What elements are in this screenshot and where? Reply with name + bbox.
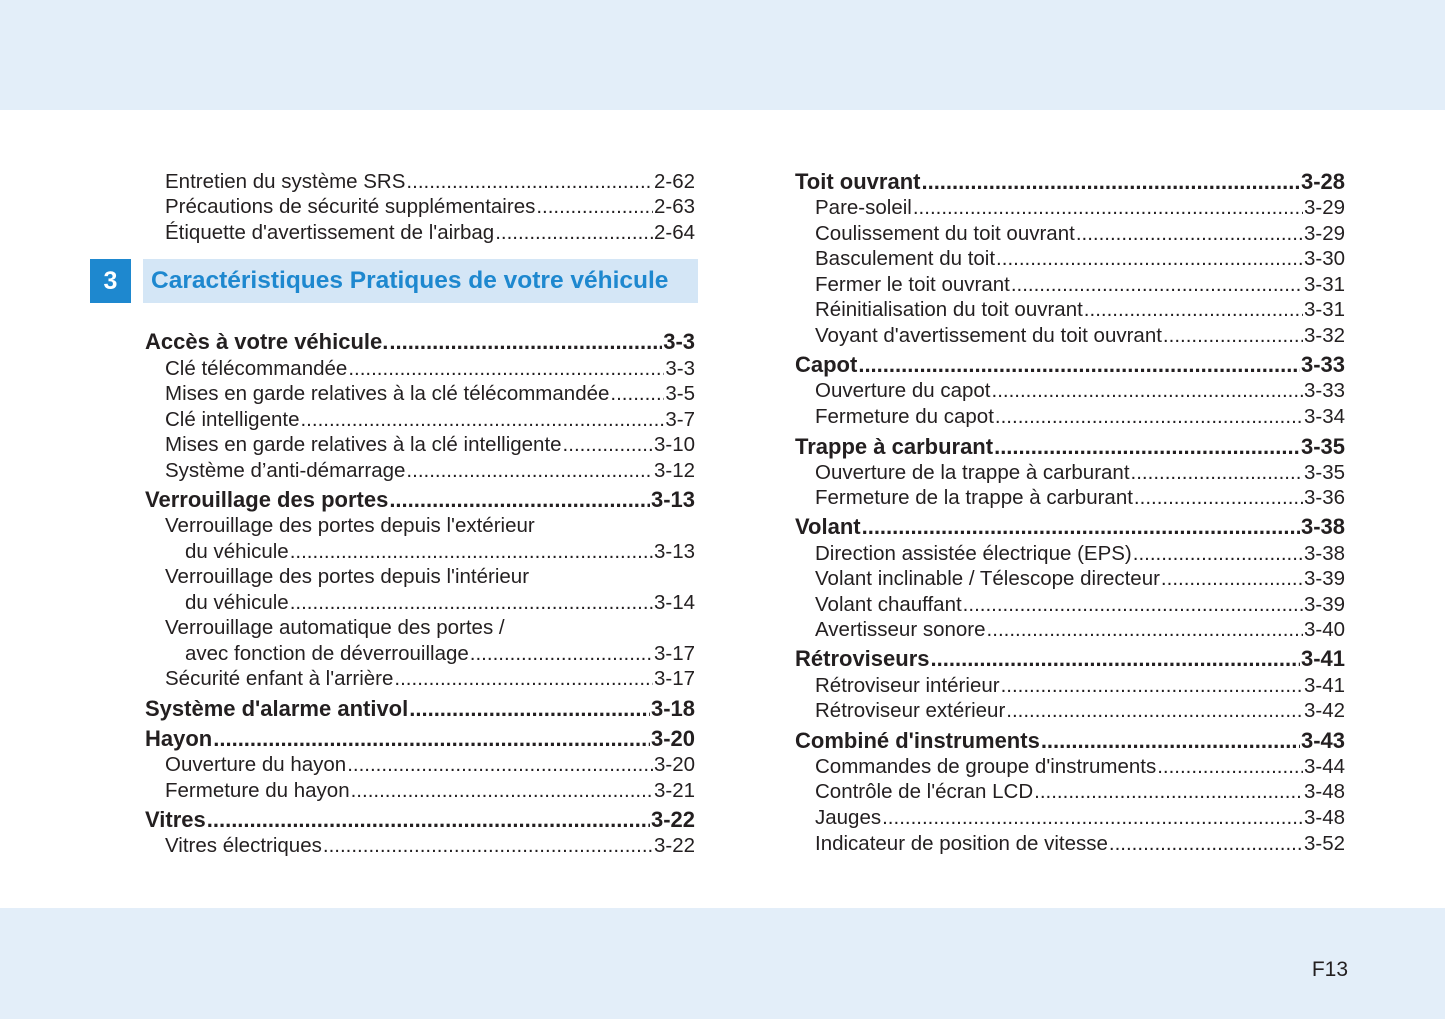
- toc-section[interactable]: Hayon ..... 3-20: [145, 725, 695, 751]
- toc-entry[interactable]: Fermeture du hayon ..... 3-21: [165, 777, 695, 803]
- toc-entry[interactable]: Rétroviseur intérieur ..... 3-41: [815, 672, 1345, 698]
- toc-entry[interactable]: Ouverture de la trappe à carburant ..... 3-35: [815, 459, 1345, 485]
- toc-section[interactable]: Toit ouvrant ..... 3-28: [795, 168, 1345, 194]
- toc-entry[interactable]: Volant inclinable / Télescope directeur ..... 3-39: [815, 565, 1345, 591]
- toc-entry[interactable]: Indicateur de position de vitesse ..... 3-52: [815, 830, 1345, 856]
- toc-entry[interactable]: Ouverture du hayon ..... 3-20: [165, 751, 695, 777]
- toc-section[interactable]: Combiné d'instruments ..... 3-43: [795, 727, 1345, 753]
- footer-band: [0, 908, 1445, 1019]
- toc-section[interactable]: Capot ..... 3-33: [795, 351, 1345, 377]
- toc-section[interactable]: Rétroviseurs ..... 3-41: [795, 645, 1345, 671]
- toc-section[interactable]: Vitres ..... 3-22: [145, 806, 695, 832]
- toc-entry[interactable]: Verrouillage automatique des portes /: [165, 616, 505, 639]
- toc-section[interactable]: Verrouillage des portes ..... 3-13: [145, 486, 695, 512]
- toc-entry[interactable]: Clé télécommandée ..... 3-3: [165, 355, 695, 381]
- toc-entry[interactable]: Clé intelligente ..... 3-7: [165, 406, 695, 432]
- toc-entry[interactable]: du véhicule ..... 3-14: [185, 589, 695, 615]
- toc-section[interactable]: Volant ..... 3-38: [795, 513, 1345, 539]
- toc-entry[interactable]: Mises en garde relatives à la clé intelligente ..... 3-10: [165, 431, 695, 457]
- toc-entry[interactable]: Coulissement du toit ouvrant ..... 3-29: [815, 220, 1345, 246]
- toc-entry[interactable]: Avertisseur sonore ..... 3-40: [815, 616, 1345, 642]
- toc-entry[interactable]: Mises en garde relatives à la clé télécommandée ..... 3-5: [165, 380, 695, 406]
- toc-entry[interactable]: Système d’anti-démarrage ..... 3-12: [165, 457, 695, 483]
- chapter-title[interactable]: Caractéristiques Pratiques de votre véhicule: [143, 259, 698, 303]
- toc-section[interactable]: Système d'alarme antivol ..... 3-18: [145, 695, 695, 721]
- chapter-number-badge: 3: [90, 259, 131, 303]
- toc-entry[interactable]: Précautions de sécurité supplémentaires ..... 2-63: [165, 193, 695, 219]
- toc-entry[interactable]: Étiquette d'avertissement de l'airbag ..... 2-64: [165, 219, 695, 245]
- toc-entry[interactable]: Verrouillage des portes depuis l'intérieur: [165, 565, 530, 588]
- toc-entry[interactable]: Sécurité enfant à l'arrière ..... 3-17: [165, 665, 695, 691]
- toc-entry[interactable]: Basculement du toit ..... 3-30: [815, 245, 1345, 271]
- toc-entry[interactable]: Rétroviseur extérieur ..... 3-42: [815, 697, 1345, 723]
- toc-entry[interactable]: Vitres électriques ..... 3-22: [165, 832, 695, 858]
- toc-section[interactable]: Trappe à carburant ..... 3-35: [795, 433, 1345, 459]
- header-band: [0, 0, 1445, 110]
- toc-section[interactable]: Accès à votre véhicule. ..... 3-3: [145, 328, 695, 354]
- toc-entry[interactable]: Commandes de groupe d'instruments ..... 3-44: [815, 753, 1345, 779]
- toc-entry[interactable]: Fermeture de la trappe à carburant ..... 3-36: [815, 484, 1345, 510]
- toc-entry[interactable]: Réinitialisation du toit ouvrant ..... 3-31: [815, 296, 1345, 322]
- toc-entry[interactable]: Entretien du système SRS ..... 2-62: [165, 168, 695, 194]
- toc-entry[interactable]: Direction assistée électrique (EPS) ..... 3-38: [815, 540, 1345, 566]
- toc-entry[interactable]: Fermer le toit ouvrant ..... 3-31: [815, 271, 1345, 297]
- toc-entry[interactable]: Voyant d'avertissement du toit ouvrant ..... 3-32: [815, 322, 1345, 348]
- toc-entry[interactable]: Jauges ..... 3-48: [815, 804, 1345, 830]
- toc-entry[interactable]: Verrouillage des portes depuis l'extérieur: [165, 514, 535, 537]
- toc-entry[interactable]: du véhicule ..... 3-13: [185, 538, 695, 564]
- toc-entry[interactable]: avec fonction de déverrouillage ..... 3-17: [185, 640, 695, 666]
- toc-entry[interactable]: Pare-soleil ..... 3-29: [815, 194, 1345, 220]
- toc-entry[interactable]: Contrôle de l'écran LCD ..... 3-48: [815, 778, 1345, 804]
- page-number: F13: [1311, 958, 1348, 981]
- toc-entry[interactable]: Volant chauffant ..... 3-39: [815, 591, 1345, 617]
- toc-entry[interactable]: Ouverture du capot ..... 3-33: [815, 377, 1345, 403]
- toc-entry[interactable]: Fermeture du capot ..... 3-34: [815, 403, 1345, 429]
